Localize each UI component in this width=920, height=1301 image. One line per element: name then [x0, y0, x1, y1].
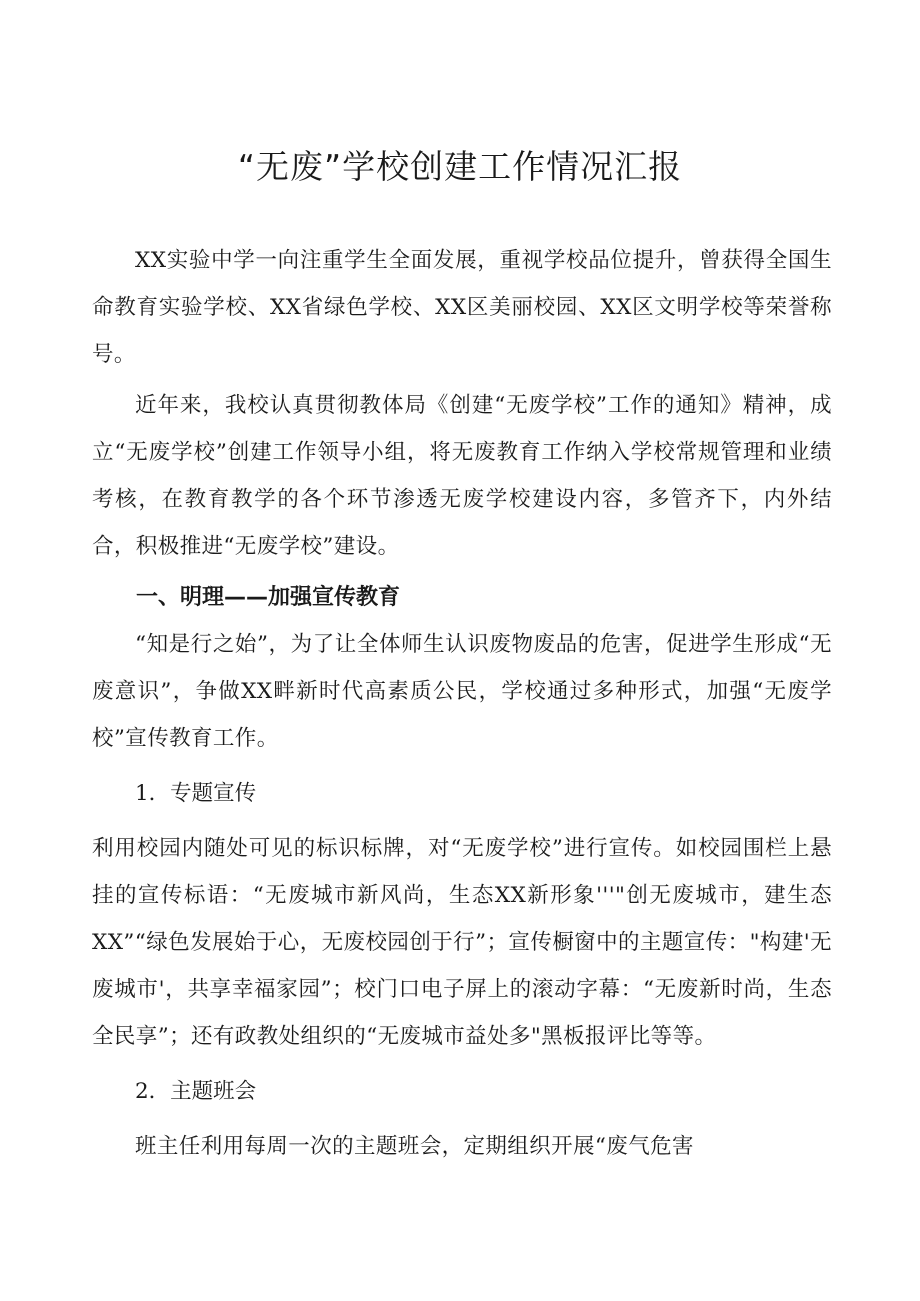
subsection-1-body: 利用校园内随处可见的标识标牌，对“无废学校”进行宣传。如校园围栏上悬挂的宣传标语：“无废城市新风尚，生态XX新形象'''"创无废城市，建生态XX”“绿色发展始于心，无废校园创于行”；宣传橱窗中的主题宣传："构建'无废城市'，共享幸福家园”；校门口电子屏上的滚动字幕：“无废新时尚，生态全民享”；还有政教处组织的“无废城市益处多"黑板报评比等等。: [92, 836, 832, 1049]
intro-paragraph-1: XX实验中学一向注重学生全面发展，重视学校品位提升，曾获得全国生命教育实验学校、XX省绿色学校、XX区美丽校园、XX区文明学校等荣誉称号。: [92, 248, 832, 367]
section-1-intro: “知是行之始”，为了让全体师生认识废物废品的危害，促进学生形成“无废意识”，争做XX畔新时代高素质公民，学校通过多种形式，加强“无废学校”宣传教育工作。: [92, 632, 832, 751]
subsection-2-heading: 2．主题班会: [135, 1079, 257, 1104]
document-title: “无废”学校创建工作情况汇报: [237, 147, 683, 186]
section-1-heading: 一、明理——加强宣传教育: [136, 585, 401, 610]
document-body: [92, 237, 832, 1170]
subsection-1-heading: 1．专题宣传: [135, 781, 257, 806]
intro-paragraph-2: 近年来，我校认真贯彻教体局《创建“无废学校”工作的通知》精神，成立“无废学校”创建工作领导小组，将无废教育工作纳入学校常规管理和业绩考核，在教育教学的各个环节渗透无废学校建设内容，多管齐下，内外结合，积极推进“无废学校”建设。: [92, 393, 832, 559]
subsection-2-body: 班主任利用每周一次的主题班会，定期组织开展“废气危害: [135, 1134, 694, 1159]
